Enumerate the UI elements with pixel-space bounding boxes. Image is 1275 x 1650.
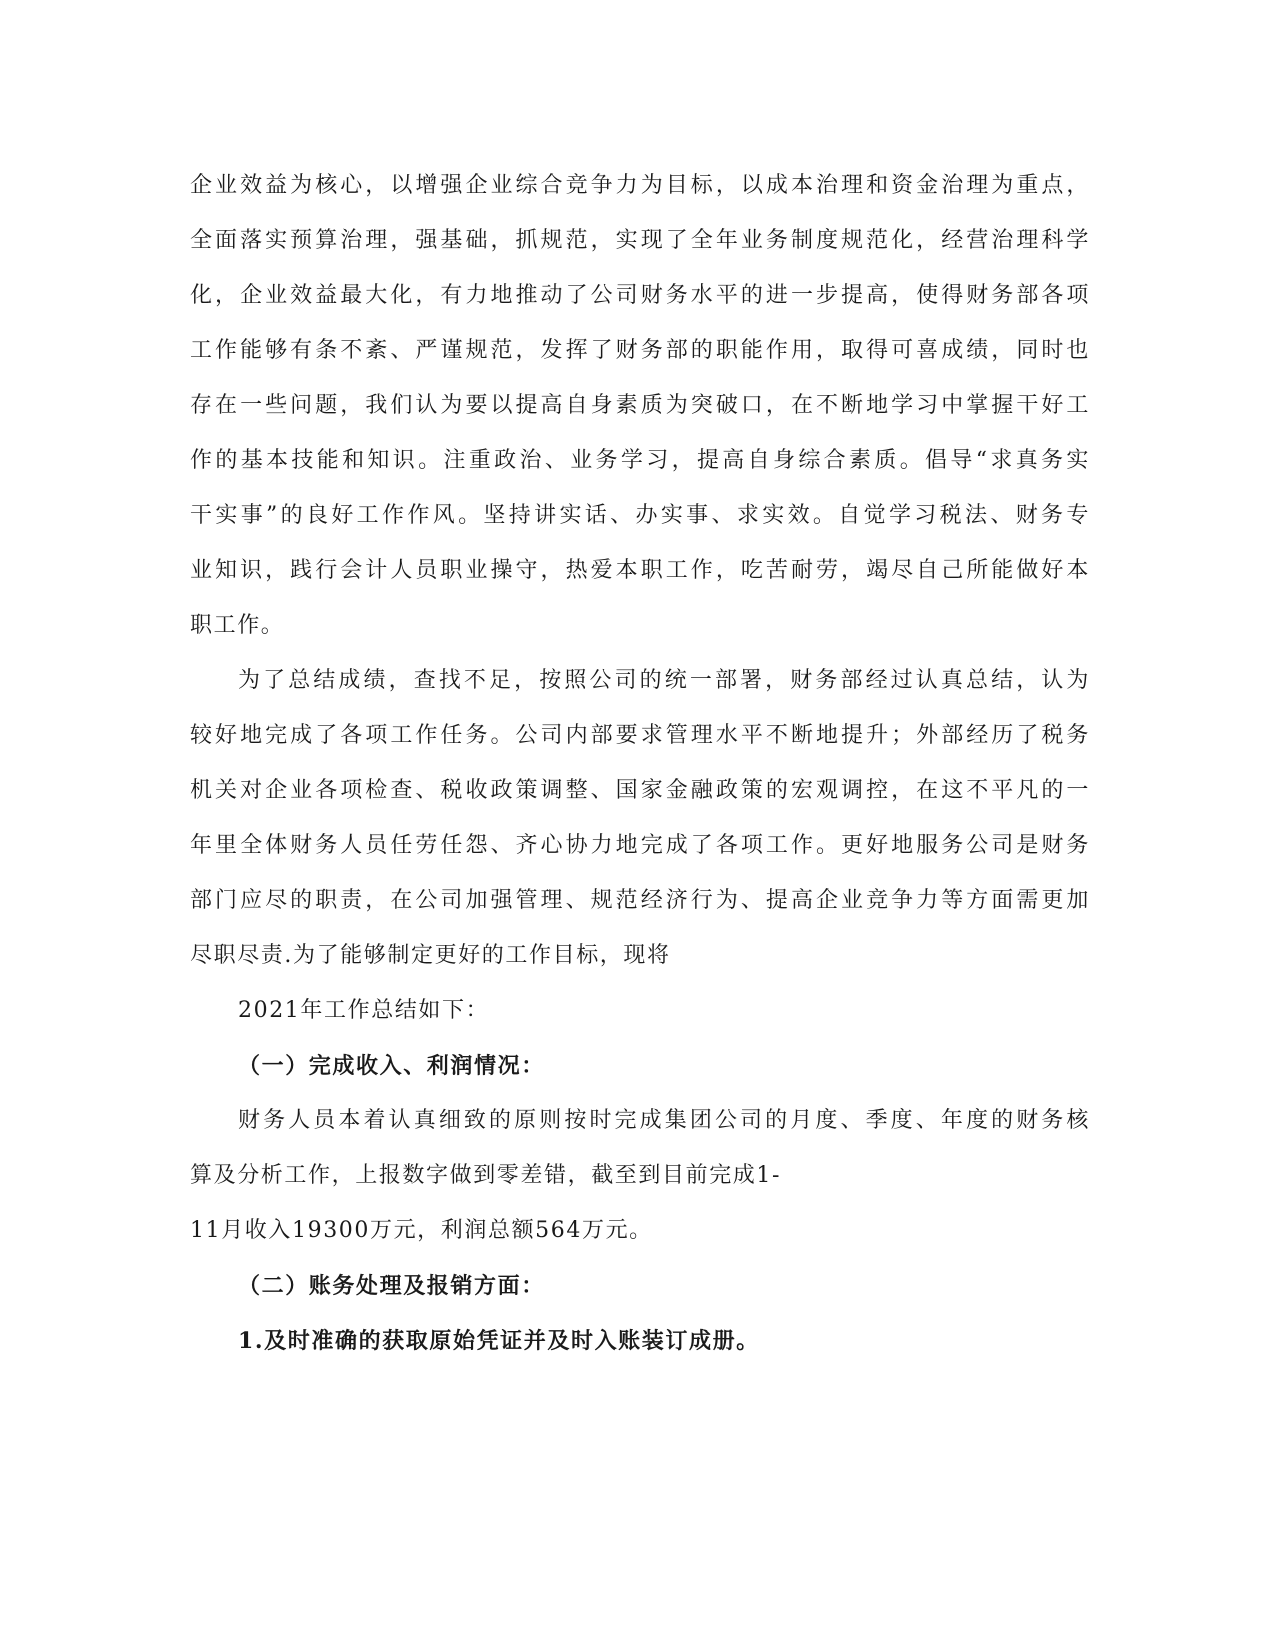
document-page: [190, 172, 1090, 1382]
body-text-line: 职工作。: [190, 613, 285, 638]
body-text-line: 干实事”的良好工作作风。坚持讲实话、办实事、求实效。自觉学习税法、财务专: [190, 503, 1090, 528]
body-text-line: 全面落实预算治理，强基础，抓规范，实现了全年业务制度规范化，经营治理科学: [190, 228, 1090, 253]
body-text-line: 财务人员本着认真细致的原则按时完成集团公司的月度、季度、年度的财务核: [238, 1108, 1090, 1133]
body-text-line: 工作能够有条不紊、严谨规范，发挥了财务部的职能作用，取得可喜成绩，同时也: [190, 338, 1090, 363]
body-text-line: 机关对企业各项检查、税收政策调整、国家金融政策的宏观调控，在这不平凡的一: [190, 778, 1090, 803]
section-heading: （一）完成收入、利润情况：: [238, 1053, 545, 1079]
body-text-line: 作的基本技能和知识。注重政治、业务学习，提高自身综合素质。倡导“求真务实: [190, 448, 1090, 473]
body-text-line: 算及分析工作，上报数字做到零差错，截至到目前完成1-: [190, 1163, 782, 1188]
body-text-line: 企业效益为核心，以增强企业综合竞争力为目标，以成本治理和资金治理为重点，: [190, 173, 1090, 198]
body-text-line: 为了总结成绩，查找不足，按照公司的统一部署，财务部经过认真总结，认为: [238, 668, 1090, 693]
body-text-line: 11月收入19300万元，利润总额564万元。: [190, 1218, 653, 1243]
list-item: 1.及时准确的获取原始凭证并及时入账装订成册。: [238, 1328, 760, 1354]
body-text-line: 业知识，践行会计人员职业操守，热爱本职工作，吃苦耐劳，竭尽自己所能做好本: [190, 558, 1090, 583]
body-text-line: 化，企业效益最大化，有力地推动了公司财务水平的进一步提高，使得财务部各项: [190, 283, 1090, 308]
body-text-line: 尽职尽责.为了能够制定更好的工作目标，现将: [190, 943, 671, 968]
body-text-line: 年里全体财务人员任劳任怨、齐心协力地完成了各项工作。更好地服务公司是财务: [190, 833, 1090, 858]
section-heading: （二）账务处理及报销方面：: [238, 1273, 545, 1299]
body-text-line: 存在一些问题，我们认为要以提高自身素质为突破口，在不断地学习中掌握干好工: [190, 393, 1090, 418]
summary-intro: 2021年工作总结如下：: [238, 998, 490, 1023]
body-text-line: 部门应尽的职责，在公司加强管理、规范经济行为、提高企业竞争力等方面需更加: [190, 888, 1090, 913]
body-text-line: 较好地完成了各项工作任务。公司内部要求管理水平不断地提升；外部经历了税务: [190, 723, 1090, 748]
